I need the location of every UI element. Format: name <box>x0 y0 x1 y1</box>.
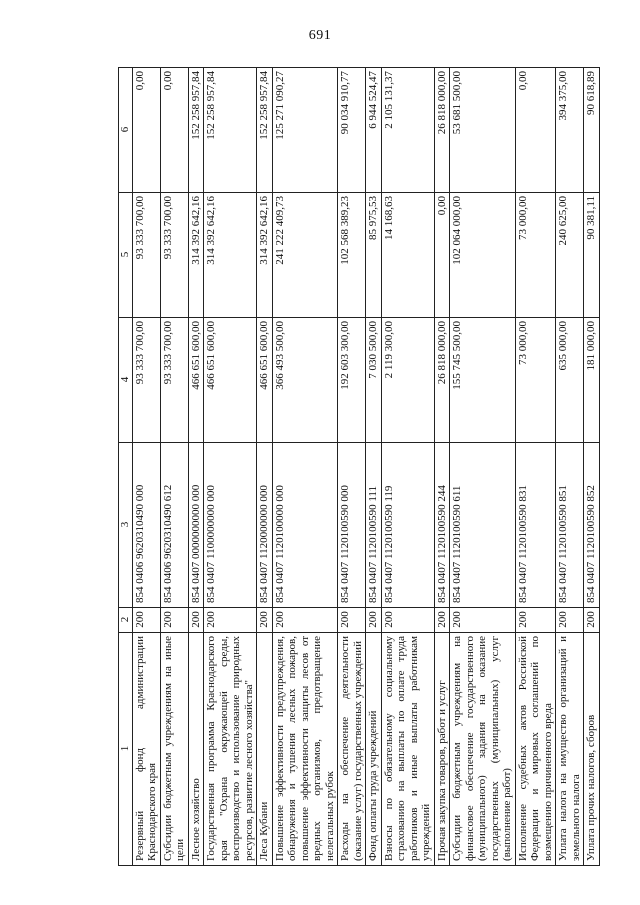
row-name-cell: Уплата налога на имущество организаций и земельного налога <box>556 633 584 866</box>
row-value-col4: 155 745 500,00 <box>450 318 516 443</box>
row-value-col4: 192 603 300,00 <box>338 318 366 443</box>
row-value-col6: 394 375,00 <box>556 68 584 193</box>
row-value-col6: 2 105 131,37 <box>381 68 434 193</box>
row-code-cell: 200 <box>160 608 188 633</box>
row-value-col6: 152 258 957,84 <box>188 68 204 193</box>
row-value-col5: 314 392 642,16 <box>188 193 204 318</box>
header-cell: 3 <box>119 443 133 608</box>
row-name-cell: Уплата прочих налогов, сборов <box>584 633 600 866</box>
table-row <box>515 68 556 866</box>
row-value-col5: 93 333 700,00 <box>160 193 188 318</box>
table-row <box>257 68 273 866</box>
row-code-cell: 200 <box>204 608 257 633</box>
row-code-cell: 200 <box>272 608 338 633</box>
row-name-cell: Взносы по обязательному социальному страхованию на выплаты по оплате труда работников и иные выплаты работникам учреждений <box>381 633 434 866</box>
row-kbk-cell: 854 0407 1120100590 111 <box>366 443 382 608</box>
row-value-col5: 102 064 000,00 <box>450 193 516 318</box>
row-kbk-cell: 854 0406 9620310490 612 <box>160 443 188 608</box>
header-cell: 5 <box>119 193 133 318</box>
row-name-cell: Повышение эффективности предупреждения, обнаружения и тушения лесных пожаров, повышение эффективности защиты лесов от вредных организмов, предотвращение нелегальных рубок <box>272 633 338 866</box>
row-value-col5: 102 568 389,23 <box>338 193 366 318</box>
row-value-col5: 85 975,53 <box>366 193 382 318</box>
row-kbk-cell: 854 0407 1120100590 244 <box>434 443 450 608</box>
row-value-col6: 53 681 500,00 <box>450 68 516 193</box>
row-value-col6: 6 944 524,47 <box>366 68 382 193</box>
table-row <box>450 68 516 866</box>
row-value-col5: 73 000,00 <box>515 193 556 318</box>
row-value-col6: 90 618,89 <box>584 68 600 193</box>
row-value-col5: 241 222 409,73 <box>272 193 338 318</box>
row-value-col4: 73 000,00 <box>515 318 556 443</box>
row-code-cell: 200 <box>338 608 366 633</box>
row-code-cell: 200 <box>584 608 600 633</box>
row-code-cell: 200 <box>515 608 556 633</box>
row-value-col4: 466 651 600,00 <box>204 318 257 443</box>
table-row <box>160 68 188 866</box>
row-value-col5: 314 392 642,16 <box>257 193 273 318</box>
row-value-col4: 93 333 700,00 <box>132 318 160 443</box>
row-code-cell: 200 <box>450 608 516 633</box>
header-cell: 4 <box>119 318 133 443</box>
row-kbk-cell: 854 0407 1120000000 000 <box>257 443 273 608</box>
row-name-cell: Лесное хозяйство <box>188 633 204 866</box>
row-value-col4: 26 818 000,00 <box>434 318 450 443</box>
row-kbk-cell: 854 0407 1120100590 119 <box>381 443 434 608</box>
rotated-table-frame <box>118 68 614 866</box>
row-kbk-cell: 854 0407 1120100590 851 <box>556 443 584 608</box>
row-name-cell: Субсидии бюджетным учреждениям на финансовое обеспечение государственного (муниципального) задания на оказание государственных (муниципальных) услуг (выполнение работ) <box>450 633 516 866</box>
row-code-cell: 200 <box>132 608 160 633</box>
header-cell: 1 <box>119 633 133 866</box>
row-name-cell: Фонд оплаты труда учреждений <box>366 633 382 866</box>
row-kbk-cell: 854 0407 1120100590 000 <box>338 443 366 608</box>
budget-table <box>118 67 600 866</box>
row-value-col5: 14 168,63 <box>381 193 434 318</box>
row-kbk-cell: 854 0407 1120100590 611 <box>450 443 516 608</box>
table-row <box>556 68 584 866</box>
table-row <box>272 68 338 866</box>
row-kbk-cell: 854 0407 1100000000 000 <box>204 443 257 608</box>
row-code-cell: 200 <box>366 608 382 633</box>
row-code-cell: 200 <box>257 608 273 633</box>
row-code-cell: 200 <box>434 608 450 633</box>
row-value-col4: 366 493 500,00 <box>272 318 338 443</box>
row-kbk-cell: 854 0407 1120100590 831 <box>515 443 556 608</box>
row-value-col4: 466 651 600,00 <box>188 318 204 443</box>
row-value-col6: 0,00 <box>515 68 556 193</box>
row-kbk-cell: 854 0406 9620310490 000 <box>132 443 160 608</box>
row-value-col5: 0,00 <box>434 193 450 318</box>
row-value-col5: 314 392 642,16 <box>204 193 257 318</box>
row-value-col4: 466 651 600,00 <box>257 318 273 443</box>
row-value-col4: 93 333 700,00 <box>160 318 188 443</box>
row-kbk-cell: 854 0407 1120100000 000 <box>272 443 338 608</box>
row-name-cell: Резервный фонд администрации Краснодарского края <box>132 633 160 866</box>
row-name-cell: Расходы на обеспечение деятельности (оказание услуг) государственных учреждений <box>338 633 366 866</box>
row-value-col4: 2 119 300,00 <box>381 318 434 443</box>
row-code-cell: 200 <box>381 608 434 633</box>
row-name-cell: Государственная программа Краснодарского края "Охрана окружающей среды, воспроизводство и использование природных ресурсов, развитие лесного хозяйства" <box>204 633 257 866</box>
table-row <box>584 68 600 866</box>
row-value-col6: 125 271 090,27 <box>272 68 338 193</box>
header-cell: 2 <box>119 608 133 633</box>
row-kbk-cell: 854 0407 0000000000 000 <box>188 443 204 608</box>
header-cell: 6 <box>119 68 133 193</box>
row-value-col6: 90 034 910,77 <box>338 68 366 193</box>
table-header-row <box>119 68 133 866</box>
row-value-col5: 240 625,00 <box>556 193 584 318</box>
row-value-col6: 152 258 957,84 <box>204 68 257 193</box>
row-value-col4: 7 030 500,00 <box>366 318 382 443</box>
row-value-col4: 635 000,00 <box>556 318 584 443</box>
row-value-col6: 26 818 000,00 <box>434 68 450 193</box>
row-name-cell: Исполнение судебных актов Российской Федерации и мировых соглашений по возмещению причиненного вреда <box>515 633 556 866</box>
row-value-col6: 0,00 <box>132 68 160 193</box>
row-value-col4: 181 000,00 <box>584 318 600 443</box>
row-code-cell: 200 <box>188 608 204 633</box>
row-name-cell: Субсидии бюджетным учреждениям на иные цели <box>160 633 188 866</box>
row-name-cell: Леса Кубани <box>257 633 273 866</box>
table-row <box>204 68 257 866</box>
table-row <box>366 68 382 866</box>
table-row <box>338 68 366 866</box>
row-name-cell: Прочая закупка товаров, работ и услуг <box>434 633 450 866</box>
table-row <box>381 68 434 866</box>
table-row <box>188 68 204 866</box>
row-code-cell: 200 <box>556 608 584 633</box>
row-value-col5: 90 381,11 <box>584 193 600 318</box>
table-row <box>434 68 450 866</box>
page-number: 691 <box>308 28 332 43</box>
row-kbk-cell: 854 0407 1120100590 852 <box>584 443 600 608</box>
row-value-col6: 152 258 957,84 <box>257 68 273 193</box>
row-value-col6: 0,00 <box>160 68 188 193</box>
table-row <box>132 68 160 866</box>
row-value-col5: 93 333 700,00 <box>132 193 160 318</box>
